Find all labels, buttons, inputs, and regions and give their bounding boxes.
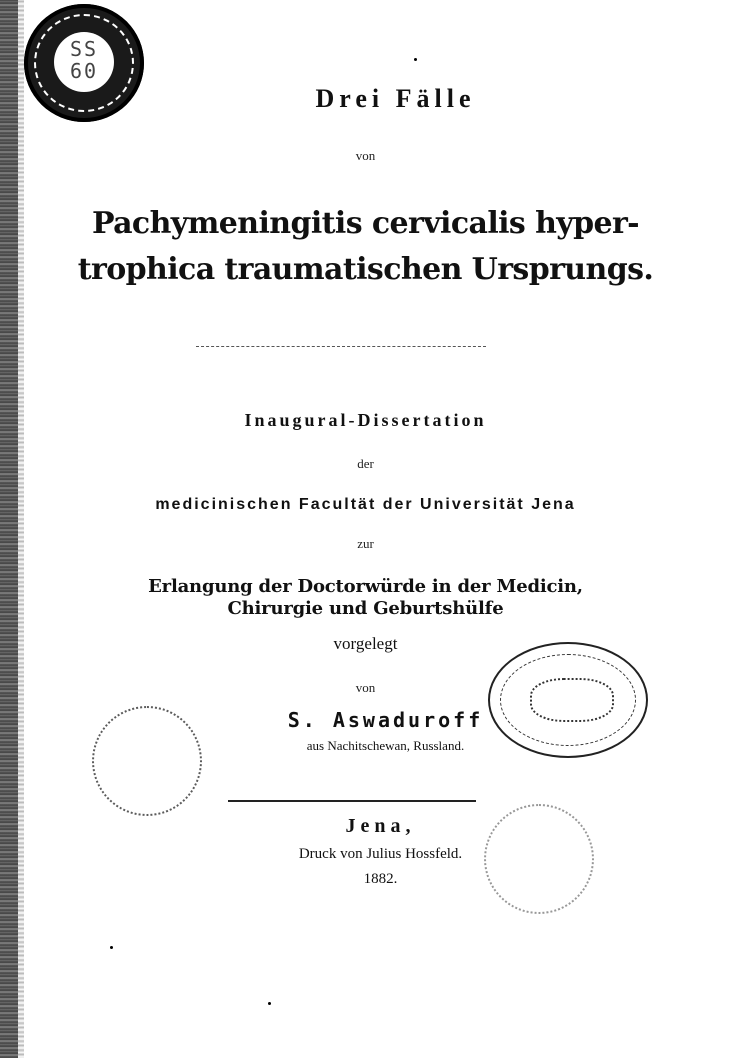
dotted-divider <box>196 346 486 347</box>
connector-zur: zur <box>357 536 374 551</box>
faculty-line: medicinischen Facultät der Universität Jena <box>155 496 576 513</box>
purpose-line-1: Erlangung der Doctorwürde in der Medicin, <box>148 576 583 597</box>
shelf-mark: SS 60 <box>69 37 99 83</box>
connector-von: von <box>355 148 376 163</box>
author-name: S. Aswaduroff <box>287 708 484 732</box>
ink-speck <box>110 946 113 949</box>
author-origin: aus Nachitschewan, Russland. <box>306 738 465 753</box>
connector-der: der <box>357 456 374 471</box>
dissertation-heading: Inaugural-Dissertation <box>244 410 487 430</box>
connector-von-author: von <box>355 680 376 695</box>
printer-line: Druck von Julius Hossfeld. <box>298 846 463 862</box>
place-of-publication: Jena, <box>345 815 416 837</box>
page-title: Drei Fälle <box>315 84 476 113</box>
purpose-line-2: Chirurgie und Geburtshülfe <box>227 598 504 619</box>
presented-label: vorgelegt <box>333 634 398 653</box>
ink-speck <box>414 58 417 61</box>
solid-divider <box>228 800 476 802</box>
ink-speck <box>268 1002 271 1005</box>
subtitle-line-1: Pachymeningitis cervicalis hyper- <box>91 206 640 241</box>
publication-year: 1882. <box>363 871 398 887</box>
subtitle-line-2: trophica traumatischen Ursprungs. <box>77 252 654 287</box>
